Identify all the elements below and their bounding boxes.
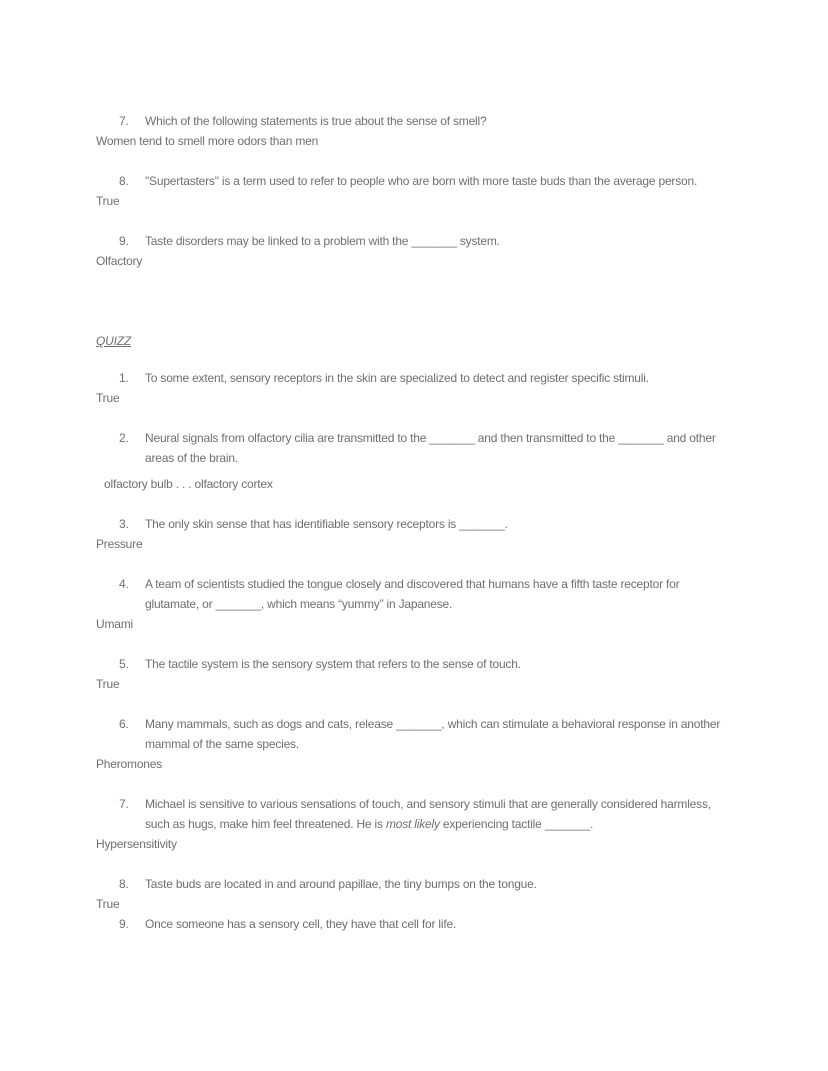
question-number: 7. bbox=[119, 114, 129, 128]
question-row bbox=[96, 231, 732, 251]
question-text-part: Michael is sensitive to various sensations of touch, and sensory stimuli that are generally considered harmless, such as hugs, make him feel threatened. He is bbox=[145, 797, 711, 831]
qa-block bbox=[96, 714, 732, 774]
question-row bbox=[96, 514, 732, 534]
question-text-part: experiencing tactile _______. bbox=[439, 817, 594, 831]
answer-text: True bbox=[96, 194, 120, 208]
question-number: 8. bbox=[119, 174, 129, 188]
question-number: 5. bbox=[119, 657, 129, 671]
question-text-italic: most likely bbox=[385, 817, 440, 831]
question-text: Neural signals from olfactory cilia are transmitted to the _______ and then transmitted to the _______ and other areas of the brain. bbox=[145, 431, 716, 465]
qa-block bbox=[96, 111, 732, 151]
answer-text: Umami bbox=[96, 617, 133, 631]
qa-block bbox=[96, 514, 732, 554]
question-text: "Supertasters" is a term used to refer to people who are born with more taste buds than the average person. bbox=[145, 174, 698, 188]
question-number: 7. bbox=[119, 797, 129, 811]
question-number: 2. bbox=[119, 431, 129, 445]
section-pre-quiz bbox=[96, 111, 732, 271]
question-text: Taste disorders may be linked to a problem with the _______ system. bbox=[145, 234, 500, 248]
question-row bbox=[96, 574, 732, 614]
question-row bbox=[96, 111, 732, 131]
question-number: 9. bbox=[119, 234, 129, 248]
question-row bbox=[96, 874, 732, 894]
question-text: A team of scientists studied the tongue closely and discovered that humans have a fifth taste receptor for glutamate, or _______, which means “yummy” in Japanese. bbox=[145, 577, 680, 611]
qa-block bbox=[96, 428, 732, 494]
quiz-heading: QUIZZ bbox=[96, 334, 131, 348]
answer-text: True bbox=[96, 677, 120, 691]
question-number: 3. bbox=[119, 517, 129, 531]
question-text: Taste buds are located in and around papillae, the tiny bumps on the tongue. bbox=[145, 877, 537, 891]
answer-text: Pressure bbox=[96, 537, 143, 551]
answer-text: Women tend to smell more odors than men bbox=[96, 134, 319, 148]
question-row bbox=[96, 368, 732, 388]
question-text: Many mammals, such as dogs and cats, release _______, which can stimulate a behavioral response in another mammal of the same species. bbox=[145, 717, 721, 751]
question-number: 8. bbox=[119, 877, 129, 891]
answer-text: Olfactory bbox=[96, 254, 143, 268]
question-row bbox=[96, 171, 732, 191]
qa-block bbox=[96, 574, 732, 634]
qa-block bbox=[96, 171, 732, 211]
section-quiz bbox=[96, 368, 732, 934]
question-text: Once someone has a sensory cell, they have that cell for life. bbox=[145, 917, 457, 931]
qa-block bbox=[96, 654, 732, 694]
question-number: 1. bbox=[119, 371, 129, 385]
question-row bbox=[96, 654, 732, 674]
question-number: 6. bbox=[119, 717, 129, 731]
question-text: Which of the following statements is true about the sense of smell? bbox=[145, 114, 487, 128]
answer-text: True bbox=[96, 897, 120, 911]
question-row bbox=[96, 794, 732, 834]
answer-text: Hypersensitivity bbox=[96, 837, 177, 851]
question-text: The only skin sense that has identifiable sensory receptors is _______. bbox=[145, 517, 508, 531]
qa-block bbox=[96, 874, 732, 914]
qa-block bbox=[96, 914, 732, 934]
question-number: 9. bbox=[119, 917, 129, 931]
qa-block bbox=[96, 368, 732, 408]
question-row bbox=[96, 428, 732, 468]
question-text: The tactile system is the sensory system that refers to the sense of touch. bbox=[145, 657, 521, 671]
answer-text: Pheromones bbox=[96, 757, 163, 771]
question-number: 4. bbox=[119, 577, 129, 591]
question-text bbox=[145, 794, 732, 834]
question-row bbox=[96, 914, 732, 934]
question-row bbox=[96, 714, 732, 754]
answer-text: True bbox=[96, 391, 120, 405]
question-text: To some extent, sensory receptors in the skin are specialized to detect and register specific stimuli. bbox=[145, 371, 649, 385]
answer-text: olfactory bulb . . . olfactory cortex bbox=[104, 477, 273, 491]
qa-block bbox=[96, 231, 732, 271]
qa-block bbox=[96, 794, 732, 854]
